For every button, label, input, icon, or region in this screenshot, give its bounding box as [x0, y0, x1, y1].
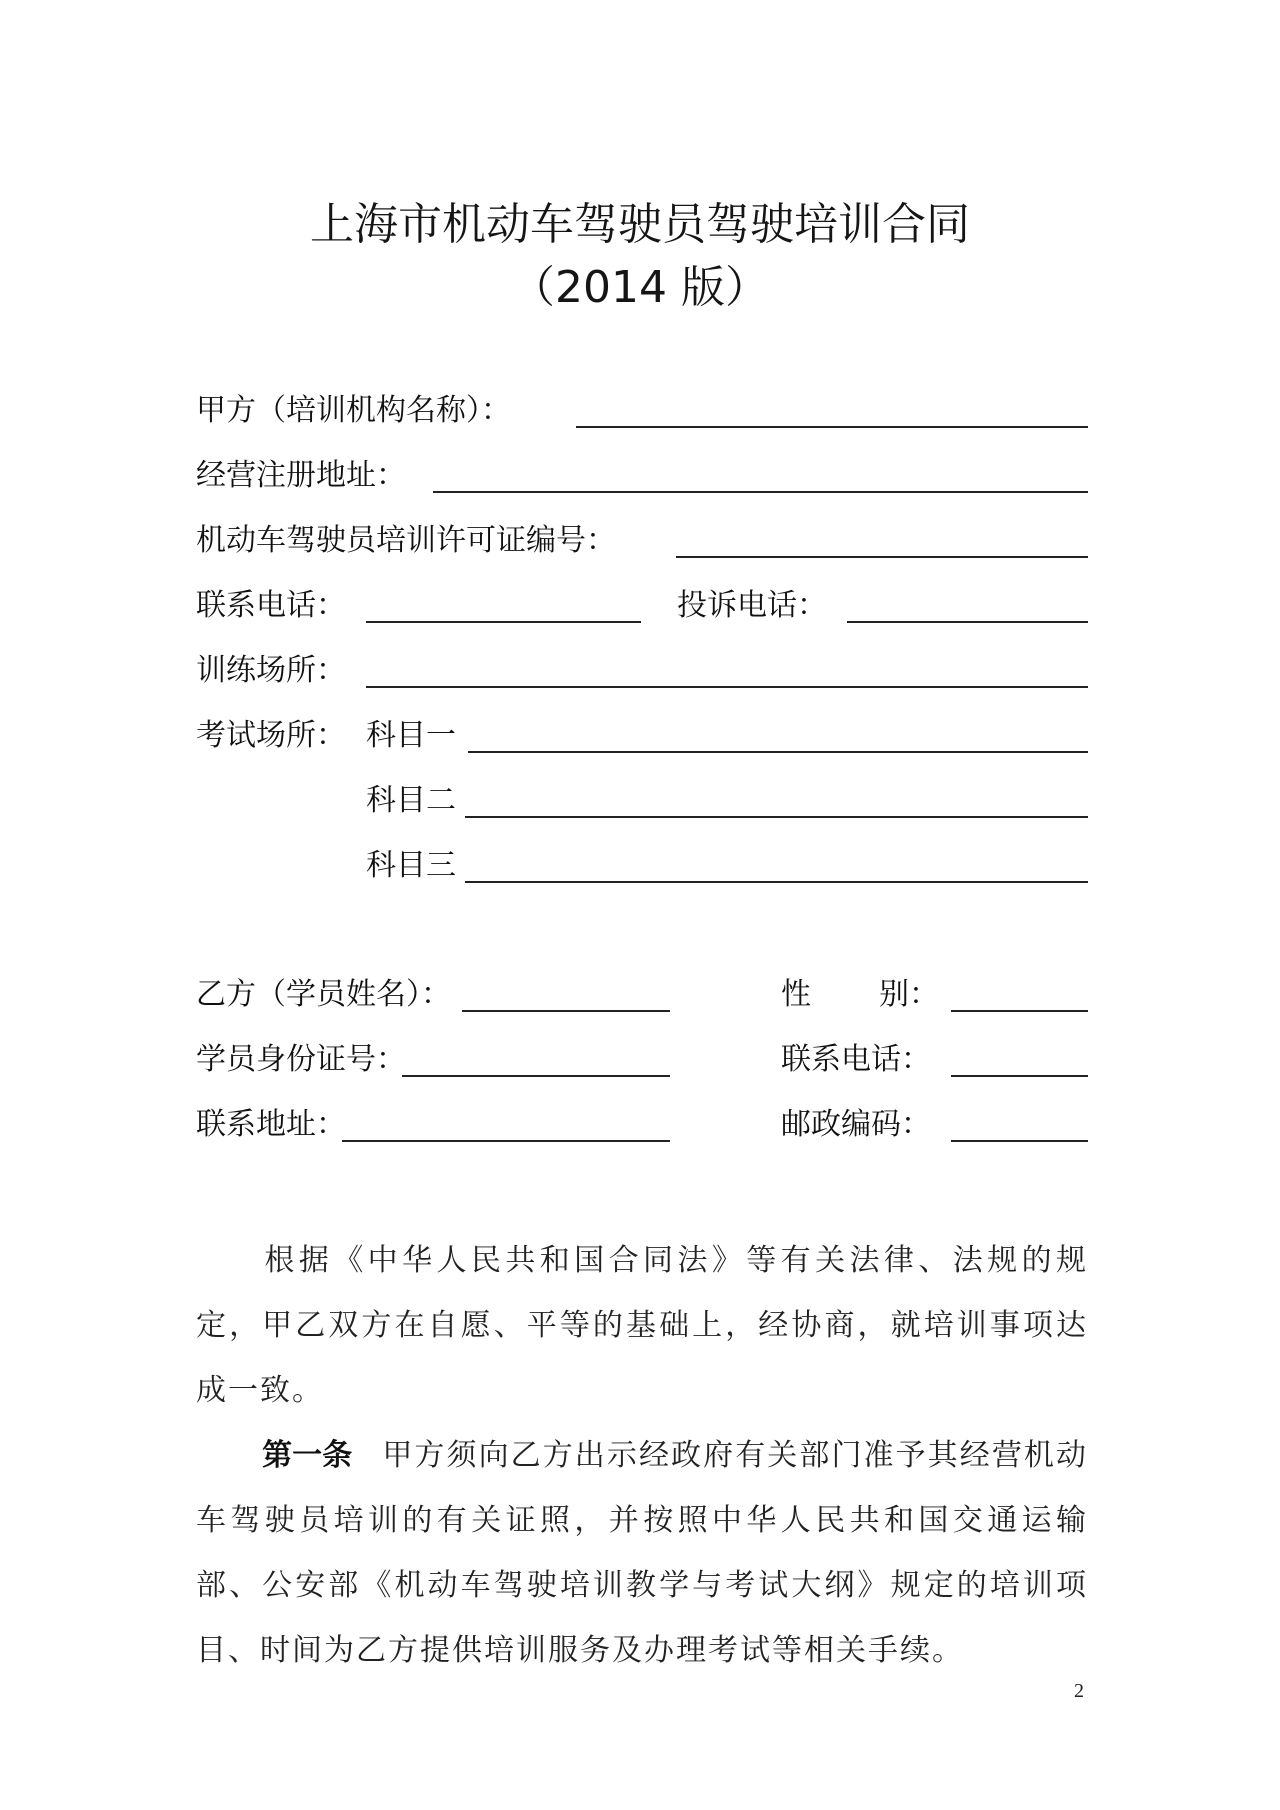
party-a-training-site-field[interactable] — [366, 686, 1088, 688]
preamble-paragraph — [196, 1228, 1088, 1423]
party-a-name-field[interactable] — [576, 426, 1088, 428]
party-b-phone-row — [781, 1038, 931, 1078]
party-b-gender-label-2: 别： — [879, 977, 939, 1012]
exam-subject1-label: 科目一 — [366, 718, 456, 753]
party-a-training-site-label: 训练场所： — [196, 653, 346, 688]
party-b-name-label: 乙方（学员姓名）： — [196, 977, 451, 1012]
exam-subject3-field[interactable] — [465, 881, 1088, 883]
party-a-license-row — [196, 519, 616, 559]
exam-subject1-field[interactable] — [468, 751, 1088, 753]
exam-subject2-field[interactable] — [465, 816, 1088, 818]
party-a-phone-field[interactable] — [366, 621, 641, 623]
party-a-name-row — [196, 389, 511, 429]
party-a-complaint-phone-label: 投诉电话： — [677, 588, 827, 623]
exam-subject1-row — [366, 714, 456, 754]
party-b-address-label: 联系地址： — [196, 1107, 346, 1142]
party-a-address-label: 经营注册地址： — [196, 458, 406, 493]
party-a-phone-row — [196, 584, 346, 624]
party-b-id-row — [196, 1038, 406, 1078]
party-a-license-field[interactable] — [676, 556, 1088, 558]
party-b-name-field[interactable] — [462, 1010, 670, 1012]
party-a-training-site-row — [196, 649, 346, 689]
party-a-phone-label: 联系电话： — [196, 588, 346, 623]
document-title: 上海市机动车驾驶员驾驶培训合同 — [310, 199, 970, 250]
party-a-address-field[interactable] — [433, 491, 1088, 493]
page-number: 2 — [1074, 1680, 1084, 1702]
party-b-address-field[interactable] — [342, 1140, 670, 1142]
exam-subject3-row — [366, 844, 456, 884]
exam-subject2-label: 科目二 — [366, 783, 456, 818]
party-b-gender-label-1: 性 — [781, 977, 811, 1012]
document-version: （2014 版） — [511, 262, 769, 313]
party-b-name-row — [196, 973, 451, 1013]
party-b-id-label: 学员身份证号： — [196, 1042, 406, 1077]
article-1-heading: 第一条 — [262, 1438, 353, 1473]
party-b-gender-row — [781, 973, 939, 1013]
party-b-postcode-field[interactable] — [951, 1140, 1088, 1142]
party-a-complaint-phone-field[interactable] — [847, 621, 1088, 623]
party-b-address-row — [196, 1103, 346, 1143]
party-b-gender-field[interactable] — [951, 1010, 1088, 1012]
party-b-id-field[interactable] — [402, 1075, 670, 1077]
article-1-text: 甲方须向乙方出示经政府有关部门准予其经营机动车驾驶员培训的有关证照，并按照中华人民共和国交通运输部、公安部《机动车驾驶培训教学与考试大纲》规定的培训项目、时间为乙方提供培训服务及办理考试等相关手续。 — [196, 1438, 1089, 1668]
exam-subject3-label: 科目三 — [366, 848, 456, 883]
party-b-postcode-label: 邮政编码： — [781, 1107, 931, 1142]
party-b-phone-field[interactable] — [951, 1075, 1088, 1077]
article-1-paragraph — [196, 1423, 1088, 1683]
party-b-phone-label: 联系电话： — [781, 1042, 931, 1077]
party-a-exam-site-label: 考试场所： — [196, 718, 346, 753]
party-a-address-row — [196, 454, 406, 494]
party-a-license-label: 机动车驾驶员培训许可证编号： — [196, 523, 616, 558]
party-a-exam-site-row — [196, 714, 346, 754]
preamble-text: 根据《中华人民共和国合同法》等有关法律、法规的规定，甲乙双方在自愿、平等的基础上，经协商，就培训事项达成一致。 — [196, 1243, 1088, 1408]
exam-subject2-row — [366, 779, 456, 819]
party-a-complaint-phone-row — [677, 584, 827, 624]
party-b-postcode-row — [781, 1103, 931, 1143]
party-a-name-label: 甲方（培训机构名称）： — [196, 393, 511, 428]
